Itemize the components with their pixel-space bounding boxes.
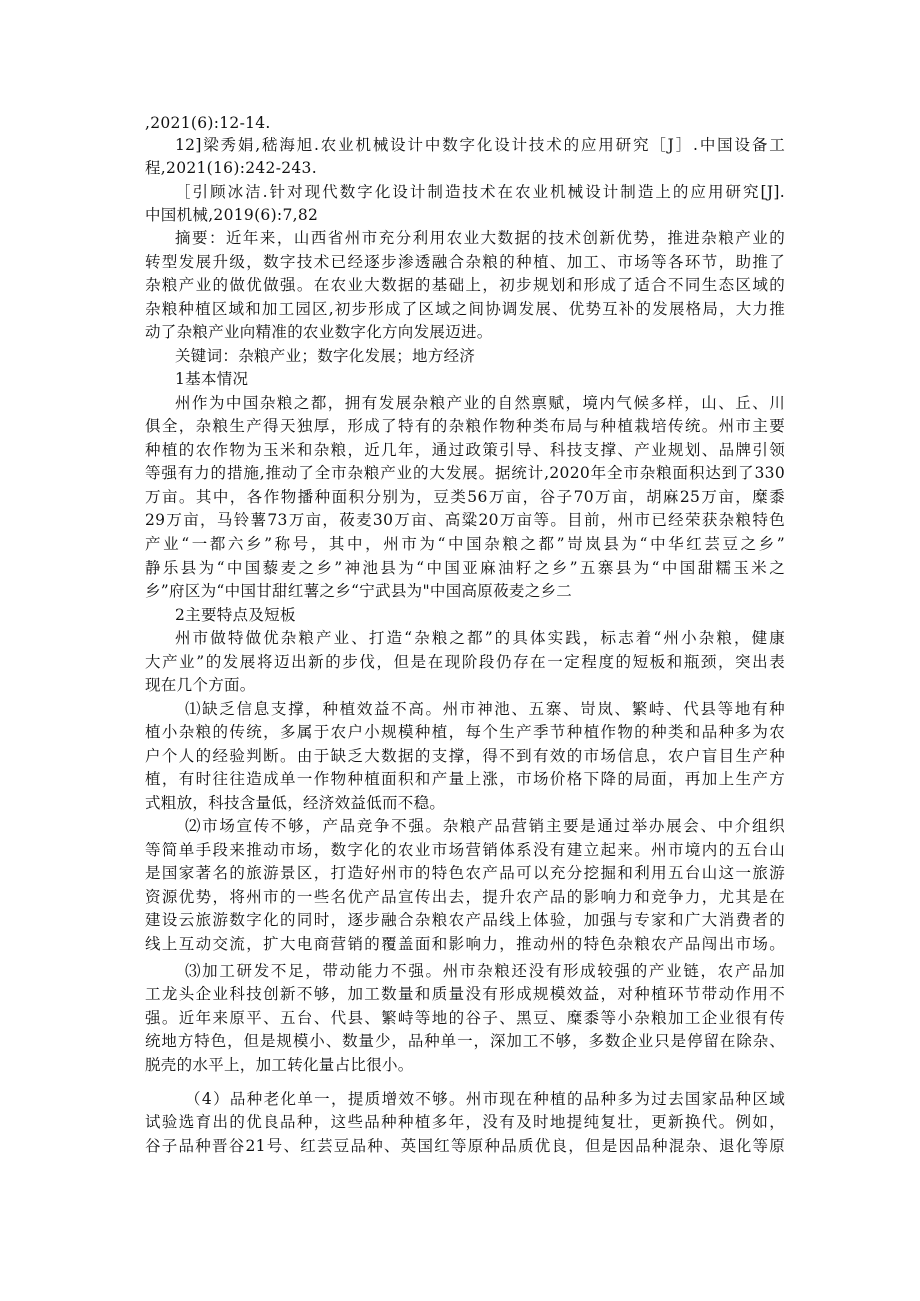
body-line: 等强有力的措施,推动了全市杂粮产业的大发展。据统计,2020年全市杂粮面积达到了330 xyxy=(145,464,785,482)
section-heading: 1基本情况 xyxy=(175,370,249,388)
body-line: 工龙头企业科技创新不够，加工数量和质量没有形成规模效益，对种植环节带动作用不 xyxy=(145,985,785,1003)
body-line: 种植的农作物为玉米和杂粮，近几年，通过政策引导、科技支撑、产业规划、品牌引领 xyxy=(145,441,785,459)
body-line: 现在几个方面。 xyxy=(145,676,256,694)
abstract-line: 转型发展升级，数字技术已经逐步渗透融合杂粮的种植、加工、市场等各环节，助推了 xyxy=(145,253,785,271)
body-line: 统地方特色，但是规模小、数量少，品种单一，深加工不够，多数企业只是停留在除杂、 xyxy=(145,1032,785,1050)
body-line: 大产业”的发展将迈出新的步伐，但是在现阶段仍存在一定程度的短板和瓶颈，突出表 xyxy=(145,653,785,671)
body-line: 乡”府区为“中国甘甜红薯之乡“宁武县为"中国高原莜麦之乡二 xyxy=(145,582,573,600)
body-line: 植，有时往往造成单一作物种植面积和产量上涨，市场价格下降的局面，再加上生产方 xyxy=(145,770,785,788)
body-line: 等简单手段来推动市场，数字化的农业市场营销体系没有建立起来。州市境内的五台山 xyxy=(145,841,785,859)
body-line: 29万亩，马铃薯73万亩，莜麦30万亩、高粱20万亩等。目前，州市已经荣获杂粮特色 xyxy=(145,511,785,529)
body-line: 静乐县为“中国藜麦之乡”神池县为“中国亚麻油籽之乡”五寨县为“中国甜糯玉米之 xyxy=(145,559,785,577)
reference-line: ［引顾冰洁.针对现代数字化设计制造技术在农业机械设计制造上的应用研究[J]. xyxy=(175,183,785,201)
body-line: 建设云旅游数字化的同时，逐步融合杂粮农产品线上体验，加强与专家和广大消费者的 xyxy=(145,911,785,929)
abstract-line: 摘要：近年来，山西省州市充分利用农业大数据的技术创新优势，推进杂粮产业的 xyxy=(175,229,785,247)
reference-line: 中国机械,2019(6):7,82 xyxy=(145,206,319,224)
body-line: 谷子品种晋谷21号、红芸豆品种、英国红等原种品质优良，但是因品种混杂、退化等原 xyxy=(145,1137,785,1155)
body-line: 户个人的经验判断。由于缺乏大数据的支撑，得不到有效的市场信息，农户盲目生产种 xyxy=(145,747,785,765)
body-line: 万亩。其中，各作物播种面积分别为，豆类56万亩，谷子70万亩，胡麻25万亩，糜黍 xyxy=(145,488,785,506)
section-heading: 2主要特点及短板 xyxy=(175,606,296,624)
reference-line: 12]梁秀娟,嵇海旭.农业机械设计中数字化设计技术的应用研究［J］.中国设备工 xyxy=(175,136,785,154)
body-line: 产业“一都六乡”称号，其中，州市为“中国杂粮之都”岢岚县为“中华红芸豆之乡” xyxy=(145,535,785,553)
keywords-line: 关键词：杂粮产业；数字化发展；地方经济 xyxy=(175,347,476,365)
abstract-line: 杂粮产业的做优做强。在农业大数据的基础上，初步规划和形成了适合不同生态区域的 xyxy=(145,276,785,294)
body-line: 强。近年来原平、五台、代县、繁峙等地的谷子、黑豆、糜黍等小杂粮加工企业很有传 xyxy=(145,1009,785,1027)
abstract-line: 动了杂粮产业向精准的农业数字化方向发展迈进。 xyxy=(145,323,493,341)
body-line: 俱全，杂粮生产得天独厚，形成了特有的杂粮作物种类布局与种植栽培传统。州市主要 xyxy=(145,417,785,435)
body-line: （4）品种老化单一，提质增效不够。州市现在种植的品种多为过去国家品种区域 xyxy=(185,1090,785,1108)
body-line: 是国家著名的旅游景区，打造好州市的特色农产品可以充分挖掘和利用五台山这一旅游 xyxy=(145,864,785,882)
body-line: ⑴缺乏信息支撑，种植效益不高。州市神池、五寨、岢岚、繁峙、代县等地有种 xyxy=(185,700,785,718)
reference-line: 程,2021(16):242-243. xyxy=(145,159,317,177)
body-line: 线上互动交流，扩大电商营销的覆盖面和影响力，推动州的特色杂粮农产品闯出市场。 xyxy=(145,935,785,953)
body-line: 植小杂粮的传统，多属于农户小规模种植，每个生产季节种植作物的种类和品种多为农 xyxy=(145,723,785,741)
abstract-line: 杂粮种植区域和加工园区,初步形成了区域之间协调发展、优势互补的发展格局，大力推 xyxy=(145,300,785,318)
body-line: ⑶加工研发不足，带动能力不强。州市杂粮还没有形成较强的产业链，农产品加 xyxy=(185,962,785,980)
reference-line: ,2021(6):12-14. xyxy=(145,114,271,132)
body-line: 资源优势，将州市的一些名优产品宣传出去，提升农产品的影响力和竞争力，尤其是在 xyxy=(145,888,785,906)
body-line: 州作为中国杂粮之都，拥有发展杂粮产业的自然禀赋，境内气候多样，山、丘、川 xyxy=(175,394,785,412)
body-line: 州市做特做优杂粮产业、打造“杂粮之都”的具体实践，标志着“州小杂粮，健康 xyxy=(175,629,785,647)
body-line: 式粗放，科技含量低，经济效益低而不稳。 xyxy=(145,794,446,812)
body-line: 试验选育出的优良品种，这些品种种植多年，没有及时地提纯复壮，更新换代。例如， xyxy=(145,1113,785,1131)
body-line: ⑵市场宣传不够，产品竞争不强。杂粮产品营销主要是通过举办展会、中介组织 xyxy=(185,817,785,835)
body-line: 脱壳的水平上，加工转化量占比很小。 xyxy=(145,1056,414,1074)
